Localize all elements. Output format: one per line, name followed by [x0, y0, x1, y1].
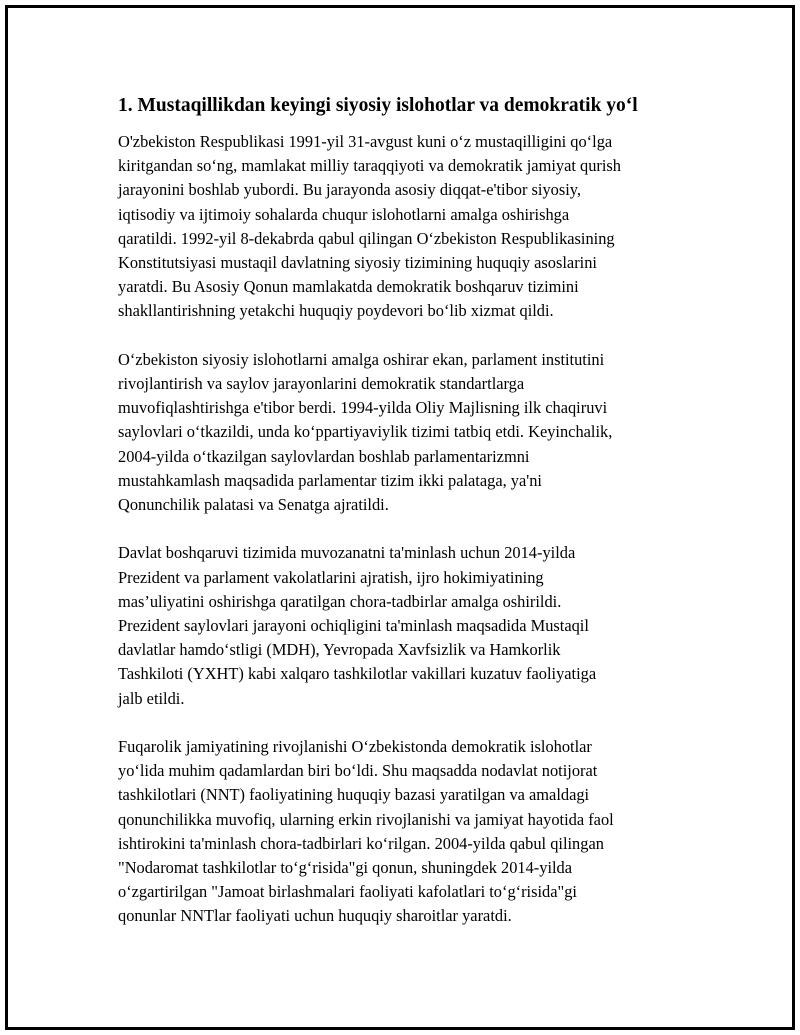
text-line: yaratdi. Bu Asosiy Qonun mamlakatda demokratik boshqaruv tizimini	[118, 277, 579, 297]
text-line: saylovlari o‘tkazildi, unda ko‘ppartiyaviylik tizimi tatbiq etdi. Keyinchalik,	[118, 422, 613, 442]
text-line: tashkilotlari (NNT) faoliyatining huquqiy bazasi yaratilgan va amaldagi	[118, 785, 590, 805]
text-line: O‘zbekiston siyosiy islohotlarni amalga oshirar ekan, parlament institutini	[118, 349, 605, 369]
text-line: qaratildi. 1992-yil 8-dekabrda qabul qilingan O‘zbekiston Respublikasining	[118, 228, 615, 248]
text-line: O'zbekiston Respublikasi 1991-yil 31-avgust kuni o‘z mustaqilligini qo‘lga	[118, 132, 613, 151]
text-line: shakllantirishning yetakchi huquqiy poydevori bo‘lib xizmat qildi.	[118, 301, 554, 321]
text-line: Prezident saylovlari jarayoni ochiqligini ta'minlash maqsadida Mustaqil	[118, 616, 589, 636]
text-line: rivojlantirish va saylov jarayonlarini demokratik standartlarga	[118, 374, 525, 394]
paragraph-4	[118, 735, 708, 929]
paragraph-2	[118, 348, 708, 517]
text-line: Tashkiloti (YXHT) kabi xalqaro tashkilotlar vakillari kuzatuv faoliyatiga	[118, 664, 597, 684]
text-line: iqtisodiy va ijtimoiy sohalarda chuqur islohotlarni amalga oshirishga	[118, 204, 570, 224]
text-line: Fuqarolik jamiyatining rivojlanishi O‘zbekistonda demokratik islohotlar	[118, 737, 592, 757]
text-line: mustahkamlash maqsadida parlamentar tizim ikki palataga, ya'ni	[118, 470, 542, 490]
text-line: mas’uliyatini oshirishga qaratilgan chora-tadbirlar amalga oshirildi.	[118, 591, 562, 611]
text-line: muvofiqlashtirishga e'tibor berdi. 1994-yilda Oliy Majlisning ilk chaqiruvi	[118, 398, 608, 418]
text-line: o‘zgartirilgan "Jamoat birlashmalari faoliyati kafolatlari to‘g‘risida"gi	[118, 882, 577, 902]
document-body	[118, 93, 708, 953]
text-line: "Nodaromat tashkilotlar to‘g‘risida"gi qonun, shuningdek 2014-yilda	[118, 858, 573, 878]
text-line: Prezident va parlament vakolatlarini ajratish, ijro hokimiyatining	[118, 567, 544, 587]
text-line: kiritgandan so‘ng, mamlakat milliy taraqqiyoti va demokratik jamiyat qurish	[118, 156, 621, 176]
text-line: 2004-yilda o‘tkazilgan saylovlardan boshlab parlamentarizmni	[118, 446, 530, 466]
text-line: jarayonini boshlab yubordi. Bu jarayonda asosiy diqqat-e'tibor siyosiy,	[118, 180, 582, 200]
text-line: ishtirokini ta'minlash chora-tadbirlari ko‘rilgan. 2004-yilda qabul qilingan	[118, 833, 604, 853]
text-line: jalb etildi.	[118, 688, 185, 708]
paragraph-1	[118, 130, 708, 324]
text-line: Konstitutsiyasi mustaqil davlatning siyosiy tizimining huquqiy asoslarini	[118, 253, 597, 273]
text-line: yo‘lida muhim qadamlardan biri bo‘ldi. Shu maqsadda nodavlat notijorat	[118, 761, 598, 781]
text-line: qonunlar NNTlar faoliyati uchun huquqiy sharoitlar yaratdi.	[118, 906, 512, 926]
paragraph-3	[118, 541, 708, 710]
text-line: davlatlar hamdo‘stligi (MDH), Yevropada Xavfsizlik va Hamkorlik	[118, 640, 561, 660]
text-line: qonunchilikka muvofiq, ularning erkin rivojlanishi va jamiyat hayotida faol	[118, 809, 614, 829]
text-line: Davlat boshqaruvi tizimida muvozanatni ta'minlash uchun 2014-yilda	[118, 543, 576, 563]
text-line: Qonunchilik palatasi va Senatga ajratildi.	[118, 495, 389, 515]
section-heading: 1. Mustaqillikdan keyingi siyosiy islohotlar va demokratik yo‘l	[118, 95, 638, 116]
